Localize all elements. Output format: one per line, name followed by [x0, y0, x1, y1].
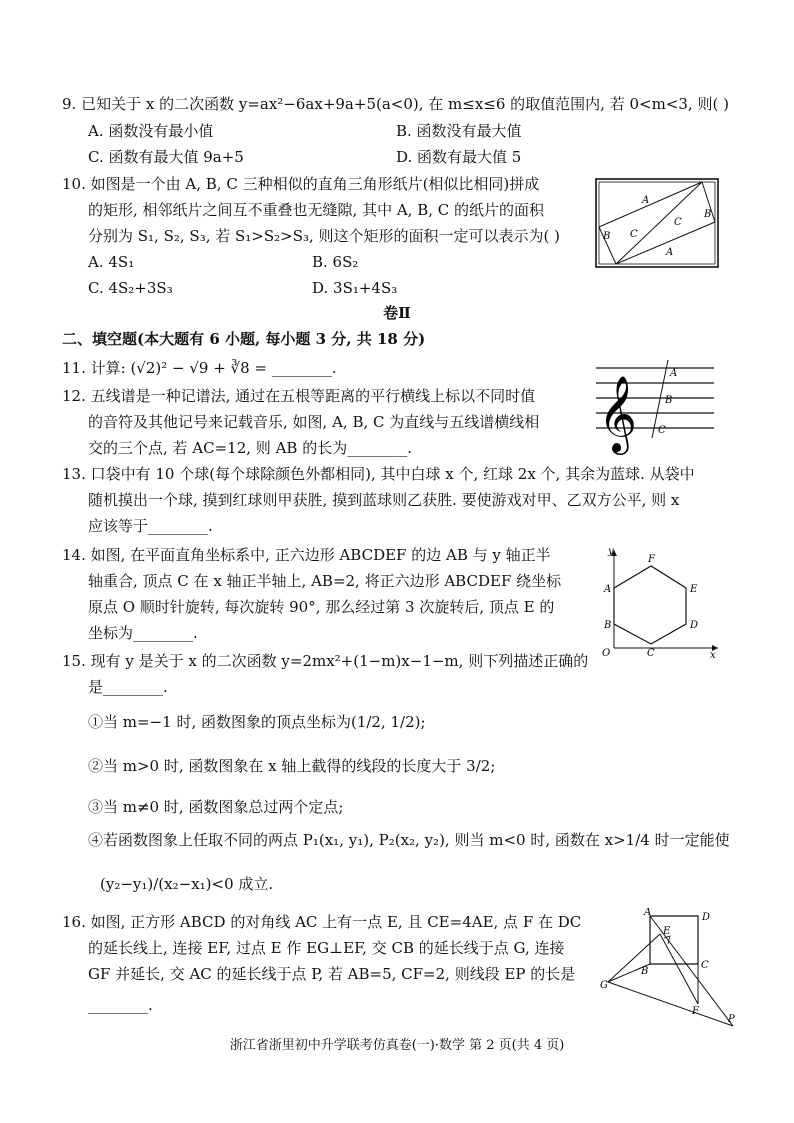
- q14-fig-label-b: B: [604, 620, 612, 631]
- q10-fig-label-a-bottom: A: [666, 247, 674, 258]
- q16-fig-label-d: D: [702, 912, 711, 923]
- q12-fig-label-c: C: [658, 425, 666, 436]
- q15-item4-continued: (y₂−y₁)/(x₂−x₁)<0 成立.: [100, 875, 274, 893]
- treble-clef-icon: 𝄞: [598, 375, 638, 452]
- q10-option-b: B. 6S₂: [312, 253, 359, 271]
- q14-fig-label-f: F: [648, 554, 655, 565]
- q16-fig-label-a: A: [644, 908, 652, 918]
- section-heading: 二、填空题(本大题有 6 小题, 每小题 3 分, 共 18 分): [62, 330, 426, 348]
- q14-hexagon-figure: [598, 544, 722, 662]
- q12-fig-label-a: A: [670, 368, 678, 379]
- q12-fig-label-b: B: [665, 395, 673, 406]
- q14-fig-label-c: C: [647, 648, 655, 658]
- q14-fig-label-x: x: [710, 650, 716, 658]
- q12-staff-figure: [596, 358, 716, 460]
- q13-line1: 13. 口袋中有 10 个球(每个球除颜色外都相同), 其中白球 x 个, 红球 2x 个, 其余为蓝球. 从袋中: [62, 465, 695, 483]
- q10-fig-label-a-top: A: [642, 195, 650, 206]
- q14-fig-label-d: D: [690, 620, 699, 631]
- q16-fig-label-c: C: [701, 960, 709, 971]
- q12-line3: 交的三个点, 若 AC=12, 则 AB 的长为________.: [88, 439, 412, 457]
- q13-line2: 随机摸出一个球, 摸到红球则甲获胜, 摸到蓝球则乙获胜. 要使游戏对甲、乙双方公平, 则 x: [88, 491, 680, 509]
- q15-item3: ③当 m≠0 时, 函数图象总过两个定点;: [88, 798, 344, 816]
- section-title: 卷Ⅱ: [383, 304, 411, 322]
- q9-option-c: C. 函数有最大值 9a+5: [88, 148, 244, 166]
- q14-line3: 原点 O 顺时针旋转, 每次旋转 90°, 那么经过第 3 次旋转后, 顶点 E 的: [88, 598, 555, 616]
- q10-option-c: C. 4S₂+3S₃: [88, 279, 173, 297]
- q16-line3: GF 并延长, 交 AC 的延长线于点 P, 若 AB=5, CF=2, 则线段 EP 的长是: [88, 965, 576, 983]
- q14-fig-label-e: E: [690, 584, 698, 595]
- q16-line2: 的延长线上, 连接 EF, 过点 E 作 EG⊥EF, 交 CB 的延长线于点 G, 连接: [88, 939, 565, 957]
- q9-stem: 9. 已知关于 x 的二次函数 y=ax²−6ax+9a+5(a<0), 在 m≤x≤6 的取值范围内, 若 0<m<3, 则( ): [62, 95, 729, 113]
- q16-line1: 16. 如图, 正方形 ABCD 的对角线 AC 上有一点 E, 且 CE=4AE, 点 F 在 DC: [62, 913, 582, 931]
- q14-fig-label-y: y: [608, 546, 614, 557]
- q10-line2: 的矩形, 相邻纸片之间互不重叠也无缝隙, 其中 A, B, C 的纸片的面积: [88, 201, 545, 219]
- q16-fig-label-p: P: [728, 1014, 735, 1025]
- q16-fig-label-g: G: [600, 980, 608, 991]
- q12-line1: 12. 五线谱是一种记谱法, 通过在五根等距离的平行横线上标以不同时值: [62, 387, 536, 405]
- q15-item4: ④若函数图象上任取不同的两点 P₁(x₁, y₁), P₂(x₂, y₂), 则当 m<0 时, 函数在 x>1/4 时一定能使: [88, 831, 730, 849]
- q15-line2: 是________.: [88, 678, 168, 696]
- q13-line3: 应该等于________.: [88, 517, 213, 535]
- q10-line1: 10. 如图是一个由 A, B, C 三种相似的直角三角形纸片(相似比相同)拼成: [62, 175, 540, 193]
- q14-line4: 坐标为________.: [88, 624, 198, 642]
- q10-fig-label-c-right: C: [674, 217, 682, 228]
- q14-line2: 轴重合, 顶点 C 在 x 轴正半轴上, AB=2, 将正六边形 ABCDEF 绕坐标: [88, 572, 562, 590]
- q10-option-a: A. 4S₁: [88, 253, 135, 271]
- page-footer: 浙江省浙里初中升学联考仿真卷(一)·数学 第 2 页(共 4 页): [229, 1038, 565, 1053]
- q16-fig-label-b: B: [641, 966, 649, 977]
- q15-item1: ①当 m=−1 时, 函数图象的顶点坐标为(1/2, 1/2);: [88, 713, 426, 731]
- q14-fig-label-a: A: [604, 584, 612, 595]
- q14-fig-label-o: O: [602, 648, 611, 658]
- q10-rectangle-figure: [594, 177, 720, 273]
- q16-line4: ________.: [88, 996, 153, 1014]
- q16-fig-label-f: F: [692, 1006, 699, 1017]
- q14-line1: 14. 如图, 在平面直角坐标系中, 正六边形 ABCDEF 的边 AB 与 y 轴正半: [62, 546, 551, 564]
- q10-fig-label-b-left: B: [603, 231, 611, 242]
- q10-fig-label-c-left: C: [630, 229, 638, 240]
- q9-option-b: B. 函数没有最大值: [396, 122, 522, 140]
- q15-line1: 15. 现有 y 是关于 x 的二次函数 y=2mx²+(1−m)x−1−m, 则下列描述正确的: [62, 652, 589, 670]
- q11-text: 11. 计算: (√2)² − √9 + ∛8 = ________.: [62, 359, 337, 377]
- q9-option-a: A. 函数没有最小值: [88, 122, 214, 140]
- q9-option-d: D. 函数有最大值 5: [396, 148, 522, 166]
- q12-line2: 的音符及其他记号来记载音乐, 如图, A, B, C 为直线与五线谱横线相: [88, 413, 540, 431]
- q16-square-figure: [598, 908, 738, 1032]
- q10-option-d: D. 3S₁+4S₃: [312, 279, 398, 297]
- q10-line3: 分别为 S₁, S₂, S₃, 若 S₁>S₂>S₃, 则这个矩形的面积一定可以表示为( ): [88, 227, 561, 245]
- q16-fig-label-e: E: [663, 926, 671, 937]
- q10-fig-label-b-right: B: [704, 209, 712, 220]
- q15-item2: ②当 m>0 时, 函数图象在 x 轴上截得的线段的长度大于 3/2;: [88, 757, 496, 775]
